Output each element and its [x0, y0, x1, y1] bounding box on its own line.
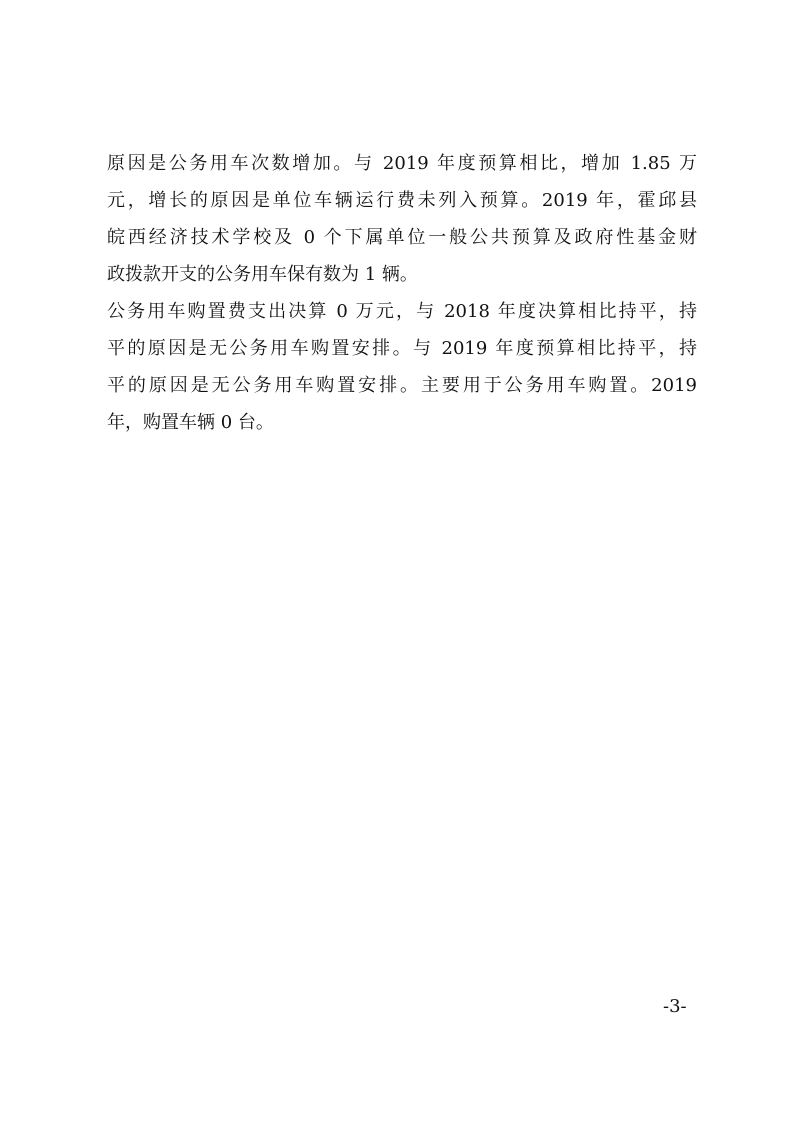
text-line: 公务用车购置费支出决算 0 万元，与 2018 年度决算相比持平，持 — [107, 301, 697, 322]
page-number: -3- — [663, 996, 687, 1017]
paragraph-vehicle-purchase — [107, 293, 697, 441]
text-line: 原因是公务用车次数增加。与 2019 年度预算相比，增加 1.85 万 — [107, 153, 697, 174]
paragraph-vehicle-operation — [107, 145, 697, 293]
text-line: 皖西经济技术学校及 0 个下属单位一般公共预算及政府性基金财 — [107, 227, 697, 248]
text-line: 平的原因是无公务用车购置安排。与 2019 年度预算相比持平，持 — [107, 338, 697, 359]
body-text — [107, 145, 697, 441]
text-line: 平的原因是无公务用车购置安排。主要用于公务用车购置。2019 — [107, 375, 697, 396]
text-line: 政拨款开支的公务用车保有数为 1 辆。 — [107, 264, 418, 285]
text-line: 元，增长的原因是单位车辆运行费未列入预算。2019 年，霍邱县 — [107, 190, 697, 211]
text-line: 年，购置车辆 0 台。 — [107, 412, 274, 433]
